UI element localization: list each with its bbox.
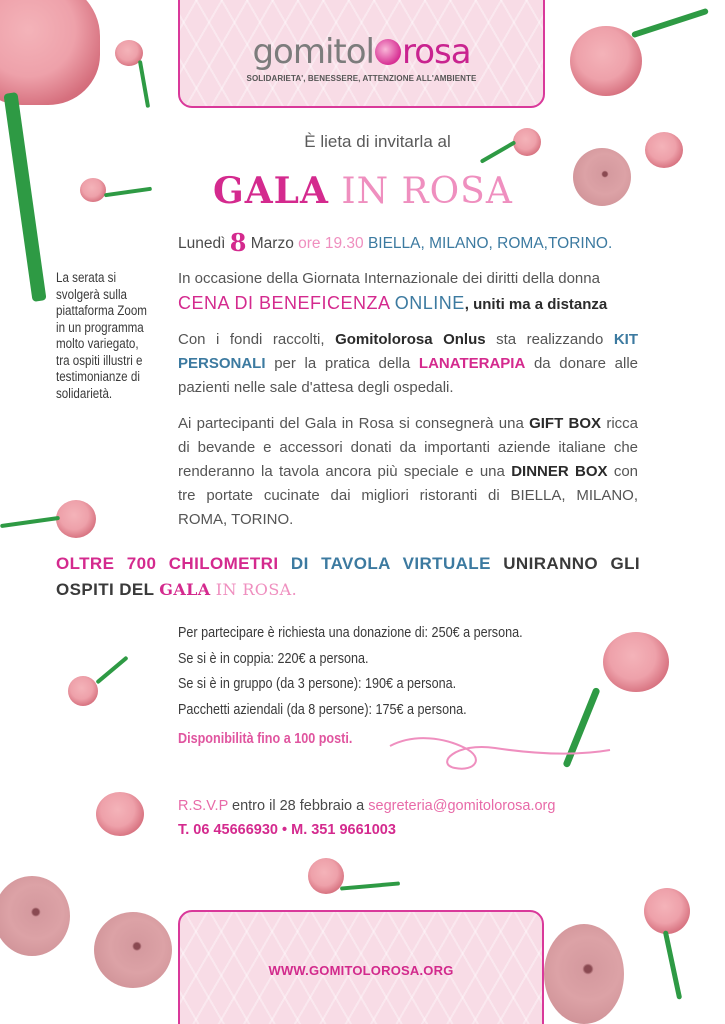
price-line: Se si è in coppia: 220€ a persona. [178, 649, 369, 667]
price-line: Pacchetti aziendali (da 8 persone): 175€ a persona. [178, 700, 467, 718]
website-link[interactable]: WWW.GOMITOLOROSA.ORG [268, 963, 454, 978]
tagline: SOLIDARIETA', BENESSERE, ATTENZIONE ALL'AMBIENTE [246, 74, 477, 83]
invite-intro: È lieta di invitarla al [304, 132, 451, 151]
price-line: Se si è in gruppo (da 3 persone): 190€ a persona. [178, 675, 457, 692]
rosebud-icon [68, 676, 98, 706]
stem-icon [104, 187, 152, 198]
yarn-ball-icon [544, 924, 624, 1024]
event-title: GALA IN ROSA [213, 170, 513, 212]
rosebud-icon [56, 500, 96, 538]
yarn-ball-icon [0, 876, 70, 956]
rosebud-icon [308, 858, 344, 894]
paragraph-gift-box: Ai partecipanti del Gala in Rosa si consegnerà una GIFT BOX ricca di bevande e accessori donati da importanti aziende italiane che renderanno la tavola ancora più speciale e una DINNER BOX con tre portate cucinate dai migliori ristoranti di BIELLA, MILANO, ROMA, TORINO. [178, 415, 639, 528]
stem-icon [631, 8, 709, 38]
paragraph-occasion: In occasione della Giornata Internazionale dei diritti della donna CENA DI BENEFICENZA ONLINE, uniti ma a distanza [178, 270, 608, 313]
rose-icon [570, 26, 642, 96]
price-list [178, 620, 523, 752]
rose-icon [0, 0, 100, 105]
yarn-ball-icon [94, 912, 172, 988]
email-link[interactable]: segreteria@gomitolorosa.org [368, 798, 556, 814]
stem-icon [95, 656, 128, 685]
footer-banner [178, 910, 544, 1024]
rose-icon [603, 632, 669, 692]
availability-note: Disponibilità fino a 100 posti. [178, 730, 353, 747]
flat-rose-icon [96, 792, 144, 836]
rsvp-block: R.S.V.P entro il 28 febbraio a segreteria@gomitolorosa.org T. 06 45666930 • M. 351 9661003 [178, 794, 555, 842]
stem-icon [138, 60, 150, 108]
sidebar-note: La serata si svolgerà sulla piattaforma Zoom in un programma molto variegato, tra ospiti illustri e testimonianze di solidarietà. [56, 270, 147, 401]
brand-logo: gomitol rosa [252, 32, 471, 72]
phone-numbers: T. 06 45666930 • M. 351 9661003 [178, 822, 396, 838]
yarn-logo-icon [375, 39, 401, 65]
event-date: Lunedì 8 Marzo ore 19.30 BIELLA, MILANO, ROMA,TORINO. [178, 228, 613, 257]
stem-icon [663, 930, 682, 1000]
headline: OLTRE 700 CHILOMETRI DI TAVOLA VIRTUALE UNIRANNO GLI OSPITI DEL GALA IN ROSA. [56, 554, 640, 599]
stem-icon [3, 92, 46, 302]
rosebud-icon [80, 178, 106, 202]
stem-icon [340, 881, 400, 890]
stem-icon [0, 516, 60, 528]
rosebud-icon [644, 888, 690, 934]
header-banner [178, 0, 545, 108]
big-rose-top-left [0, 0, 100, 110]
yarn-ball-icon [573, 148, 631, 206]
paragraph-funds: Con i fondi raccolti, Gomitolorosa Onlus sta realizzando KIT PERSONALI per la pratica della LANATERAPIA da donare alle pazienti nelle sale d'attesa degli ospedali. [178, 331, 639, 396]
price-line: Per partecipare è richiesta una donazione di: 250€ a persona. [178, 624, 523, 641]
